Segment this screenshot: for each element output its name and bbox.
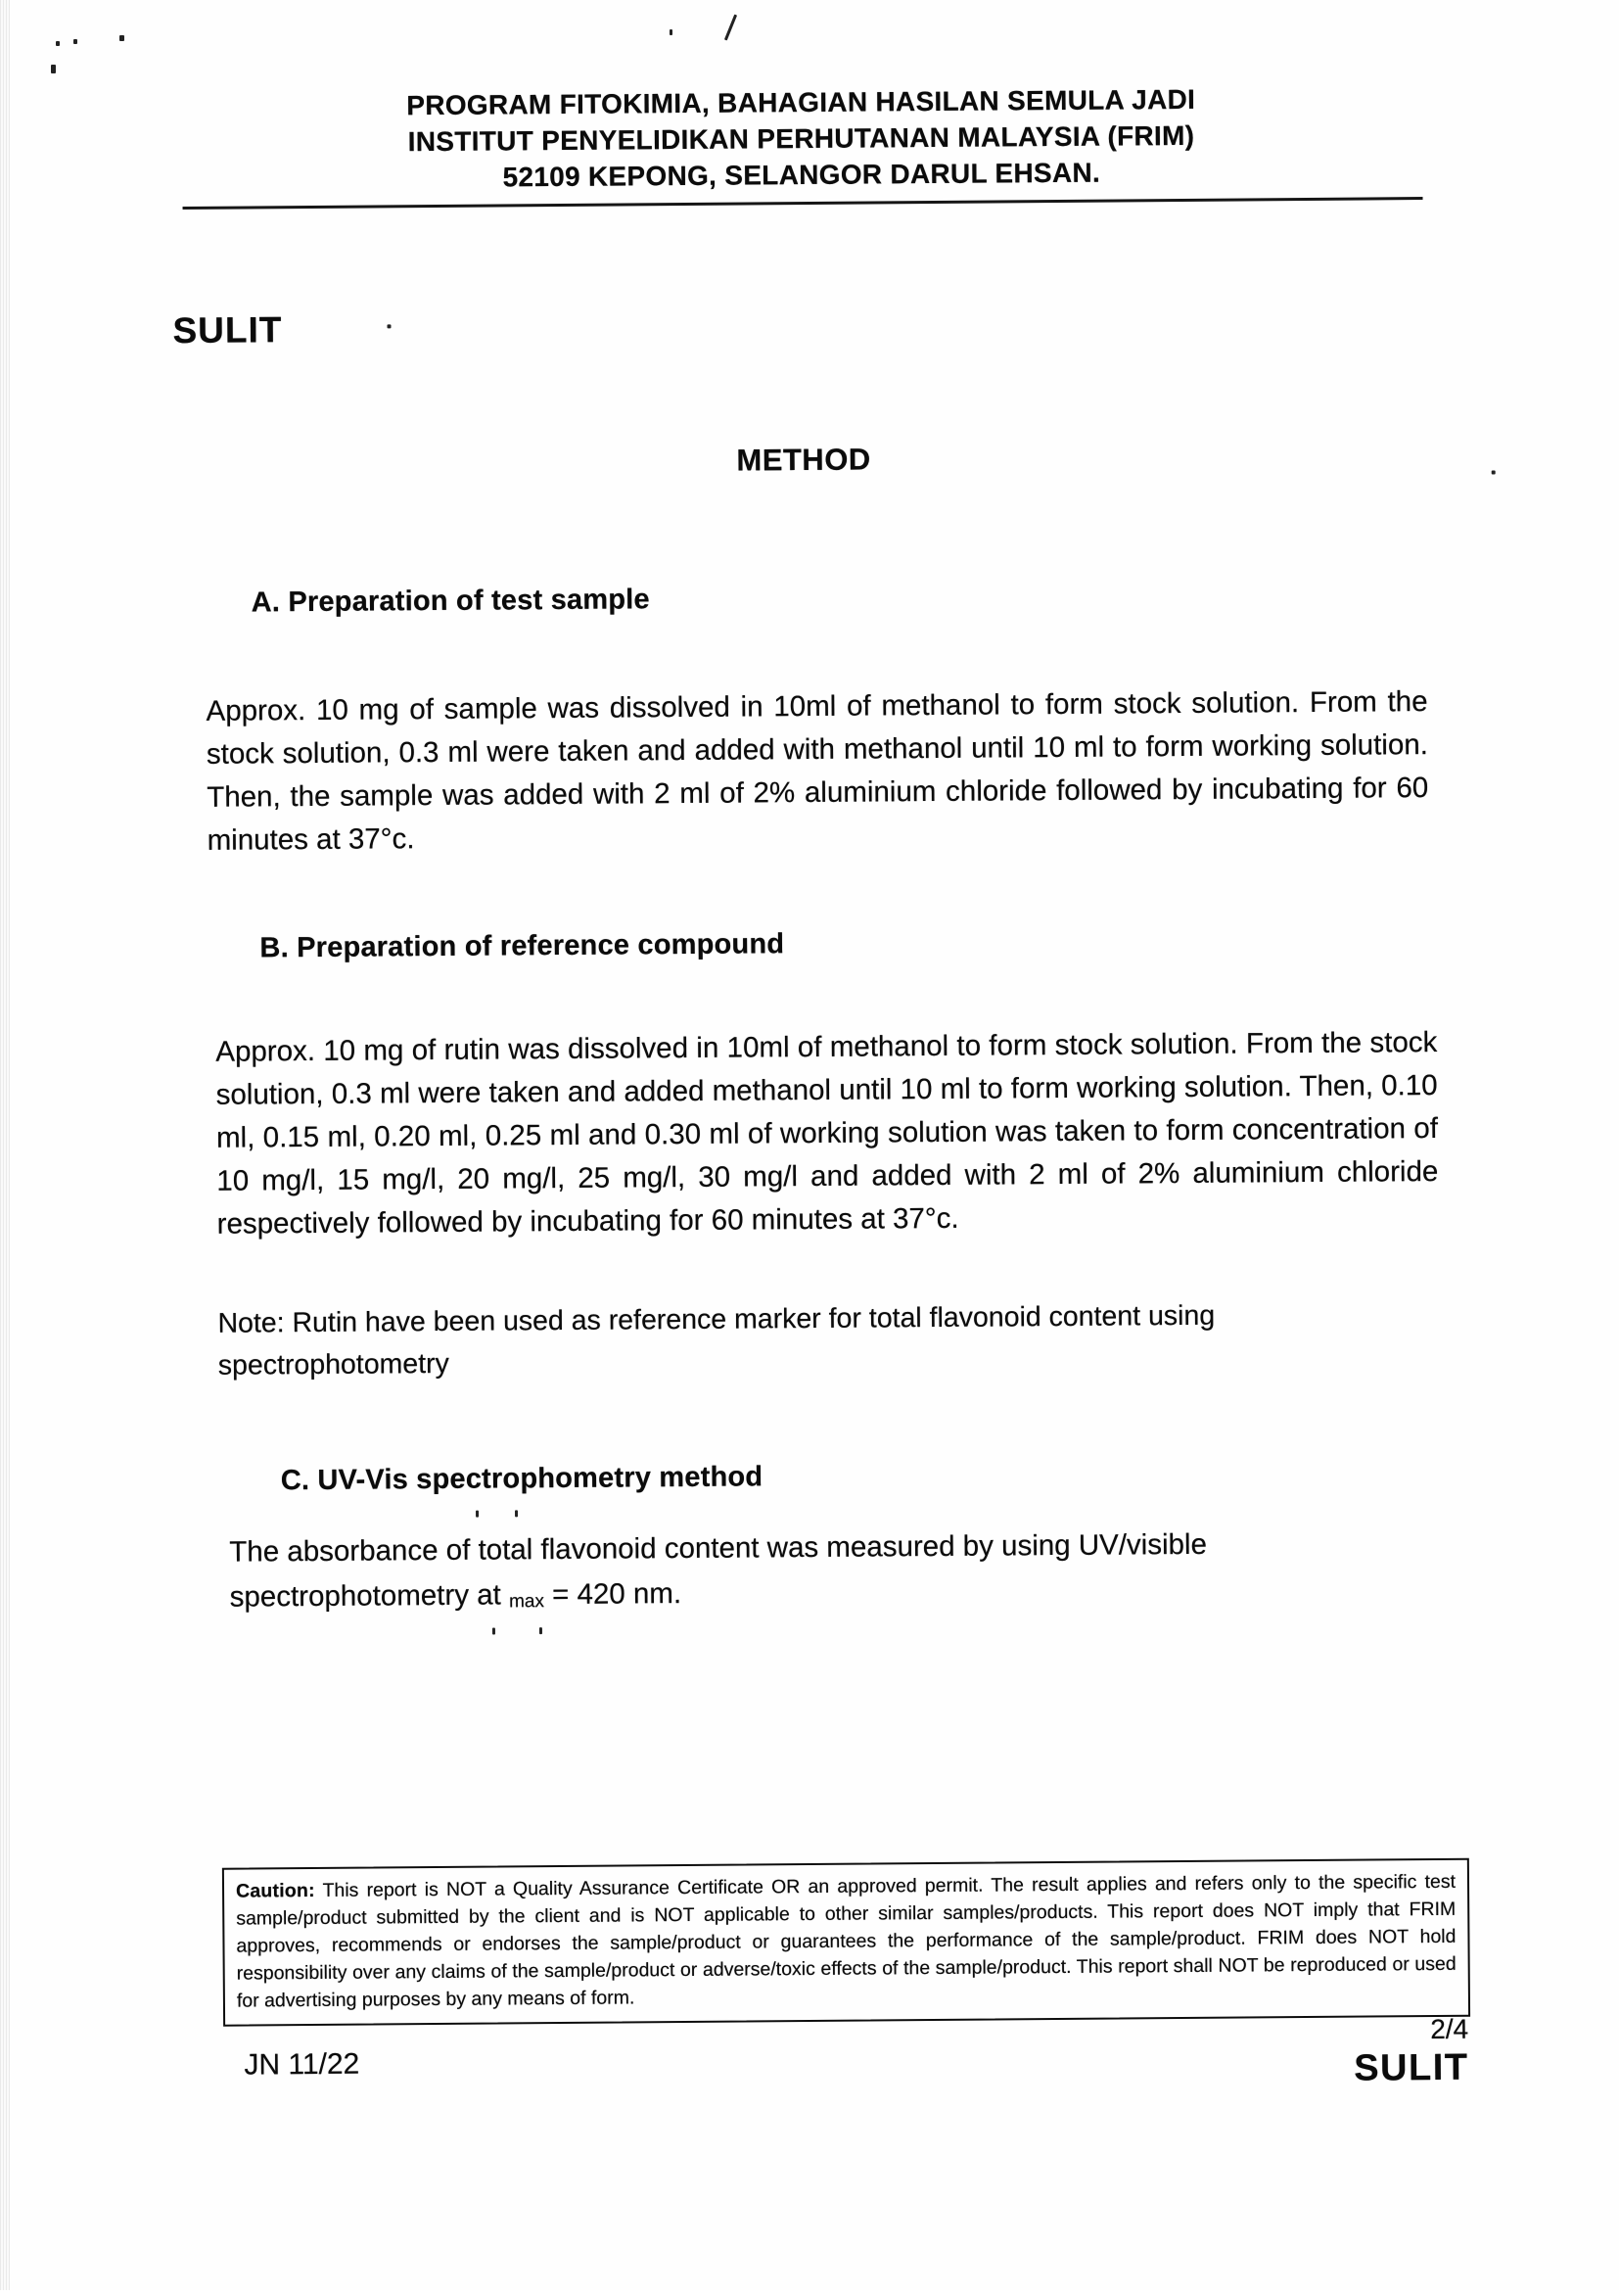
section-c-text-prefix: The absorbance of total flavonoid content was measured by using UV/visible spectrophotometry at xyxy=(229,1527,1208,1614)
section-b-heading: B. Preparation of reference compound xyxy=(259,928,785,964)
section-c-text-suffix: = 420 nm. xyxy=(543,1577,682,1612)
letterhead-address-line: 52109 KEPONG, SELANGOR DARUL EHSAN. xyxy=(502,157,1101,193)
scan-artifact xyxy=(476,1511,479,1518)
scan-artifact xyxy=(492,1628,495,1635)
scan-artifact xyxy=(515,1510,518,1517)
section-c-heading: C. UV-Vis spectrophometry method xyxy=(280,1461,763,1497)
letterhead-program-line: PROGRAM FITOKIMIA, BAHAGIAN HASILAN SEMULA JADI xyxy=(406,83,1196,121)
header-divider xyxy=(183,197,1423,210)
page-title: METHOD xyxy=(736,442,871,478)
report-reference-number: JN 11/22 xyxy=(244,2047,360,2082)
classification-marking-bottom: SULIT xyxy=(1354,2046,1469,2089)
section-a-heading: A. Preparation of test sample xyxy=(251,584,650,619)
lambda-max-subscript: max xyxy=(508,1591,545,1613)
section-b-paragraph: Approx. 10 mg of rutin was dissolved in 10ml of methanol to form stock solution. From the stock solution, 0.3 ml were taken and added methanol until 10 ml to form working solution. Then, 0.10 ml, 0.15 ml, 0.20 ml, 0.25 ml and 0.30 ml of working solution was taken to form concentration of 10 mg/l, 15 mg/l, 20 mg/l, 25 mg/l, 30 mg/l and added with 2 ml of 2% aluminium chloride respectively followed by incubating for 60 minutes at 37°c. xyxy=(215,1025,1439,1241)
caution-text: This report is NOT a Quality Assurance Certificate OR an approved permit. The result applies and refers only to the specific test sample/product submitted by the client and is NOT applicable to other similar samples/products. This report does NOT imply that FRIM approves, recommends or endorses the sample/product or guarantees the performance of the sample/product. FRIM does NOT hold responsibility over any claims of the sample/product or adverse/toxic effects of the sample/product. This report shall NOT be reproduced or used for advertising purposes by any means of form. xyxy=(236,1870,1457,2012)
section-c-paragraph xyxy=(229,1522,1365,1624)
classification-marking-top: SULIT xyxy=(172,309,283,351)
caution-disclaimer-box xyxy=(222,1858,1470,2027)
page-number: 2/4 xyxy=(1430,2013,1469,2045)
scan-artifact xyxy=(387,324,391,328)
footer-right-block xyxy=(1354,2014,1469,2091)
section-a-paragraph: Approx. 10 mg of sample was dissolved in 10ml of methanol to form stock solution. From the stock solution, 0.3 ml were taken and added with methanol until 10 ml to form working solution. Then, the sample was added with 2 ml of 2% aluminium chloride followed by incubating for 60 minutes at 37°c. xyxy=(206,685,1429,857)
section-b-note: Note: Rutin have been used as reference marker for total flavonoid content using spectrophotometry xyxy=(217,1299,1216,1382)
caution-label: Caution: xyxy=(235,1879,315,1902)
letterhead-institute-line: INSTITUT PENYELIDIKAN PERHUTANAN MALAYSIA (FRIM) xyxy=(407,119,1195,158)
scan-artifact xyxy=(1492,470,1496,474)
letterhead xyxy=(182,79,1421,198)
scan-artifact xyxy=(539,1627,542,1634)
